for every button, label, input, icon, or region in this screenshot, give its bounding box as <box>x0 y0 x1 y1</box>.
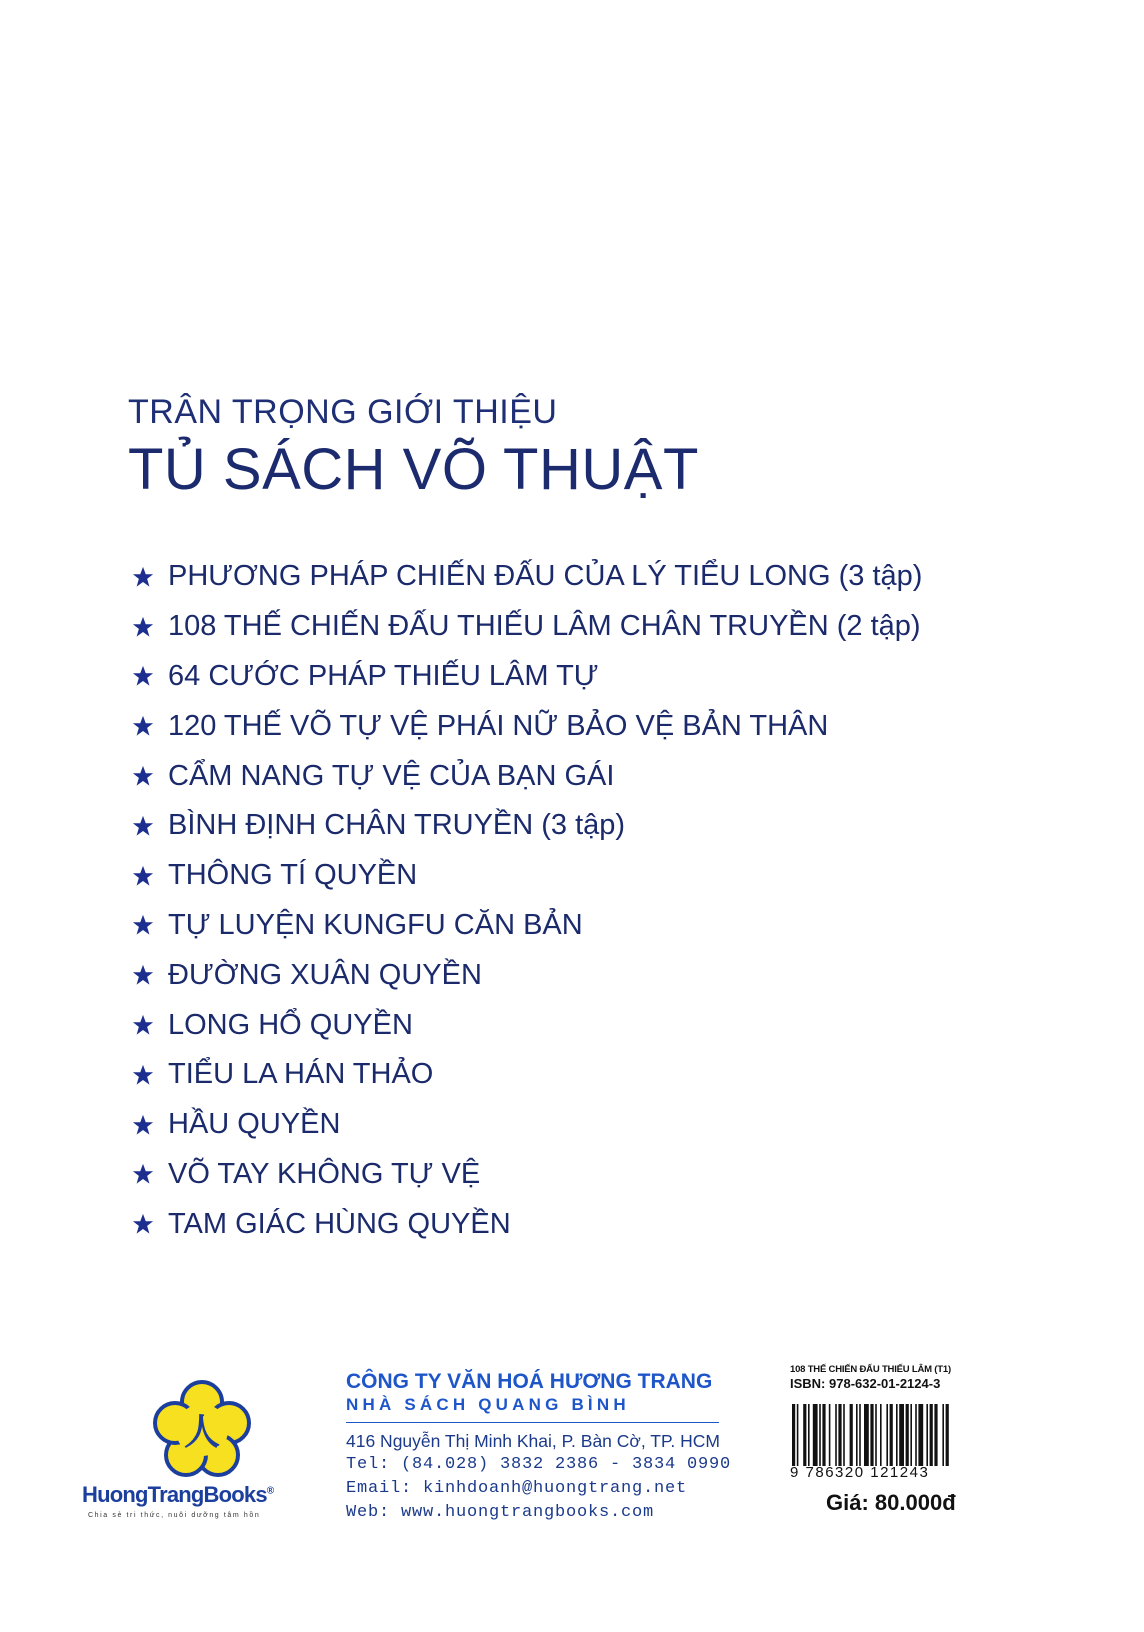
registered-mark: ® <box>266 1485 274 1497</box>
book-item <box>132 701 922 751</box>
book-item <box>132 1100 922 1150</box>
price: Giá: 80.000đ <box>826 1490 956 1515</box>
star-bullet-icon <box>132 1114 154 1136</box>
publisher-divider <box>346 1422 719 1423</box>
book-item <box>132 1150 922 1200</box>
book-item <box>132 901 922 951</box>
book-item <box>132 652 922 702</box>
book-title: PHƯƠNG PHÁP CHIẾN ĐẤU CỦA LÝ TIỂU LONG (3 tập) <box>168 560 923 593</box>
star-bullet-icon <box>132 665 154 687</box>
star-bullet-icon <box>132 715 154 737</box>
flower-logo-icon <box>150 1378 254 1482</box>
book-item <box>132 1000 922 1050</box>
book-title: LONG HỔ QUYỀN <box>168 1008 413 1041</box>
logo-name: HuongTrangBooks® <box>82 1482 274 1507</box>
publisher-tel: Tel: (84.028) 3832 2386 - 3834 0990 <box>346 1455 732 1474</box>
book-item <box>132 552 922 602</box>
star-bullet-icon <box>132 566 154 588</box>
series-title: TỦ SÁCH VÕ THUẬT <box>128 437 699 502</box>
publisher-email: Email: kinhdoanh@huongtrang.net <box>346 1479 688 1498</box>
publisher-info <box>346 1370 732 1525</box>
star-bullet-icon <box>132 865 154 887</box>
book-title: CẨM NANG TỰ VỆ CỦA BẠN GÁI <box>168 759 615 792</box>
book-title: TAM GIÁC HÙNG QUYỀN <box>168 1207 511 1240</box>
star-bullet-icon <box>132 616 154 638</box>
book-item <box>132 751 922 801</box>
publisher-address: 416 Nguyễn Thị Minh Khai, P. Bàn Cờ, TP. HCM <box>346 1431 720 1451</box>
book-item <box>132 950 922 1000</box>
book-title: ĐƯỜNG XUÂN QUYỀN <box>168 958 482 991</box>
star-bullet-icon <box>132 964 154 986</box>
store-name: NHÀ SÁCH QUANG BÌNH <box>346 1395 630 1414</box>
star-bullet-icon <box>132 815 154 837</box>
intro-block <box>128 392 699 502</box>
book-title: 64 CƯỚC PHÁP THIẾU LÂM TỰ <box>168 659 599 692</box>
star-bullet-icon <box>132 765 154 787</box>
book-title: TIỂU LA HÁN THẢO <box>168 1058 434 1091</box>
publisher-logo <box>82 1378 322 1518</box>
star-bullet-icon <box>132 914 154 936</box>
book-item <box>132 1050 922 1100</box>
company-name: CÔNG TY VĂN HOÁ HƯƠNG TRANG <box>346 1370 713 1393</box>
book-title: BÌNH ĐỊNH CHÂN TRUYỀN (3 tập) <box>168 809 626 842</box>
book-title: VÕ TAY KHÔNG TỰ VỆ <box>168 1157 481 1190</box>
isbn-text: ISBN: 978-632-01-2124-3 <box>790 1376 941 1391</box>
book-title: TỰ LUYỆN KUNGFU CĂN BẢN <box>168 908 583 941</box>
intro-label: TRÂN TRỌNG GIỚI THIỆU <box>128 393 558 431</box>
barcode-block <box>790 1364 1030 1504</box>
star-bullet-icon <box>132 1213 154 1235</box>
book-item <box>132 602 922 652</box>
book-item <box>132 851 922 901</box>
star-bullet-icon <box>132 1064 154 1086</box>
book-title: THÔNG TÍ QUYỀN <box>168 859 418 892</box>
barcode-bars <box>792 1404 1000 1466</box>
book-title: 108 THẾ CHIẾN ĐẤU THIẾU LÂM CHÂN TRUYỀN (2 tập) <box>168 610 921 643</box>
book-list <box>132 552 922 1249</box>
star-bullet-icon <box>132 1163 154 1185</box>
logo-tagline: Chia sẻ tri thức, nuôi dưỡng tâm hồn <box>88 1512 261 1519</box>
star-bullet-icon <box>132 1014 154 1036</box>
logo-glyph: 人 <box>183 1412 221 1453</box>
book-item <box>132 1199 922 1249</box>
book-title: 120 THẾ VÕ TỰ VỆ PHÁI NỮ BẢO VỆ BẢN THÂN <box>168 709 829 742</box>
ean-digits: 9 786320 121243 <box>790 1464 930 1481</box>
publisher-web: Web: www.huongtrangbooks.com <box>346 1503 655 1522</box>
barcode-book-title: 108 THẾ CHIẾN ĐẤU THIẾU LÂM (T1) <box>790 1364 951 1375</box>
book-item <box>132 801 922 851</box>
book-title: HẦU QUYỀN <box>168 1108 341 1141</box>
